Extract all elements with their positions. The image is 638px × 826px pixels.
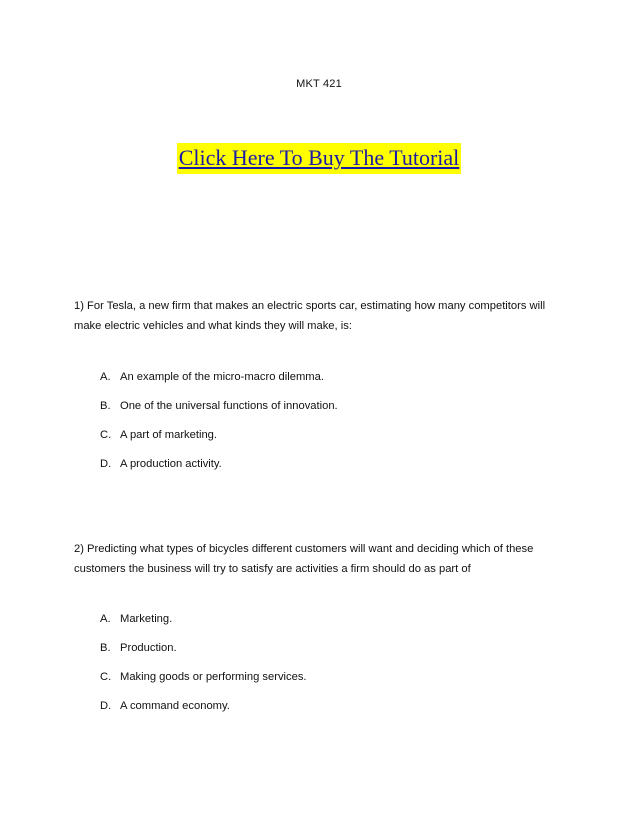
- option-text: An example of the micro-macro dilemma.: [120, 371, 324, 383]
- option-item: [100, 697, 307, 726]
- option-letter: B.: [100, 400, 111, 412]
- option-letter: C.: [100, 671, 112, 683]
- buy-link-container: [0, 143, 638, 174]
- option-letter: A.: [100, 613, 111, 625]
- option-item: [100, 639, 307, 668]
- course-code: MKT 421: [296, 78, 342, 90]
- option-letter: D.: [100, 458, 112, 470]
- option-text: A command economy.: [120, 700, 230, 712]
- option-item: [100, 455, 338, 484]
- option-text: A production activity.: [120, 458, 222, 470]
- option-text: One of the universal functions of innovation.: [120, 400, 338, 412]
- option-item: [100, 668, 307, 697]
- option-item: [100, 368, 338, 397]
- question-1-text: 1) For Tesla, a new firm that makes an electric sports car, estimating how many competitors will make electric vehicles and what kinds they will make, is:: [74, 300, 546, 332]
- option-text: Marketing.: [120, 613, 173, 625]
- option-item: [100, 610, 307, 639]
- option-text: A part of marketing.: [120, 429, 218, 441]
- option-letter: B.: [100, 642, 111, 654]
- option-item: [100, 426, 338, 455]
- option-letter: A.: [100, 371, 111, 383]
- option-item: [100, 397, 338, 426]
- question-2-options: [100, 610, 307, 726]
- option-text: Making goods or performing services.: [120, 671, 307, 683]
- option-letter: C.: [100, 429, 112, 441]
- question-1-options: [100, 368, 338, 484]
- option-text: Production.: [120, 642, 177, 654]
- question-2-text: 2) Predicting what types of bicycles different customers will want and deciding which of these customers the business will try to satisfy are activities a firm should do as part of: [74, 543, 534, 575]
- buy-tutorial-link[interactable]: Click Here To Buy The Tutorial: [177, 143, 462, 174]
- option-letter: D.: [100, 700, 112, 712]
